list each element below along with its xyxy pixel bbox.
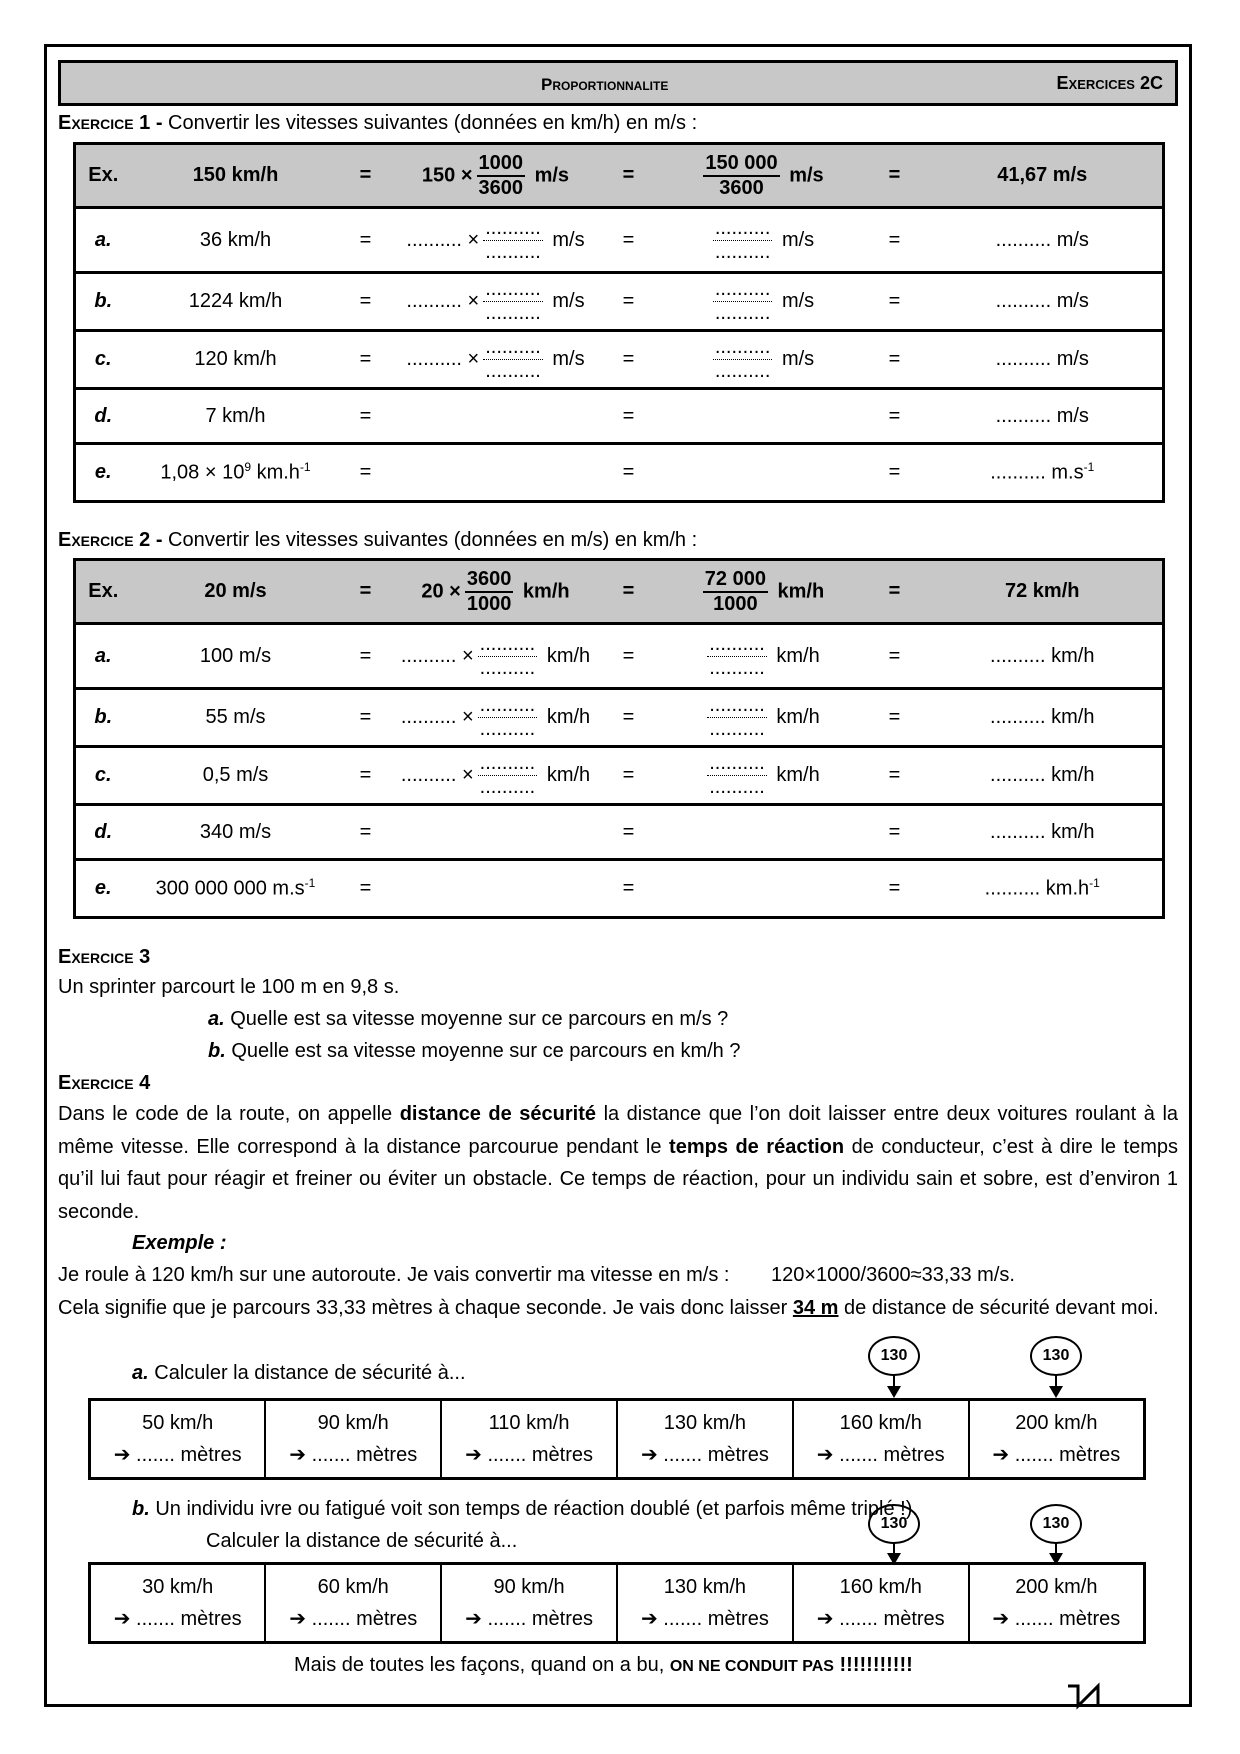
numerator: 1000 [477,153,526,177]
row-value: 7 km/h [131,389,341,444]
bold-distance: 34 m [792,1297,839,1319]
equals-sign: = [341,860,391,918]
ex1-heading [58,112,697,135]
ex3-statement: Un sprinter parcourt le 100 m en 9,8 s. [58,976,400,998]
ex3-question-a [208,1008,728,1031]
distance-cell[interactable] [90,1564,266,1643]
numerator: 72 000 [703,569,768,593]
equals-sign: = [601,144,657,208]
answer-step1[interactable] [391,805,601,860]
answer-step1[interactable] [391,208,601,273]
ex4-table-b [88,1562,1146,1644]
page-subtitle: Exercices 2C [1056,73,1163,93]
unit: km/h [546,763,591,786]
row-value: 340 m/s [131,805,341,860]
distance-cell[interactable] [617,1400,793,1479]
answer-blank: ➔ ....... mètres [113,1608,242,1630]
answer-step2[interactable] [657,747,867,805]
blank-fraction [483,279,543,324]
row-label: e. [75,860,131,918]
answer-step2[interactable] [657,208,867,273]
row-label: c. [75,331,131,389]
row-label: e. [75,444,131,502]
denominator: .......... [709,656,765,679]
unit: km/h [546,705,591,728]
calculation: 120×1000/3600≈33,33 m/s. [771,1264,1015,1286]
ex3-heading [58,946,150,969]
speed: 130 km/h [663,1576,747,1598]
numerator: 150 000 [703,153,779,177]
ex4-question-a [132,1362,466,1385]
multiplier: 20 × [421,579,461,602]
answer-step2[interactable] [657,273,867,331]
blank-fraction [483,337,543,382]
denominator: 1000 [713,592,758,615]
answer-blank: ➔ ....... mètres [816,1608,945,1630]
equals-sign: = [341,560,391,624]
unit: m/s [552,289,585,312]
unit: m/s [781,228,815,251]
ex2-row-e [75,860,1164,918]
blank-fraction [707,695,767,740]
numerator: .......... [709,632,765,655]
ex2-table [73,558,1165,919]
equals-sign: = [867,331,923,389]
answer-step1[interactable] [391,747,601,805]
equals-sign: = [601,689,657,747]
equals-sign: = [341,389,391,444]
answer-step2[interactable] [657,689,867,747]
denominator: .......... [709,776,765,798]
arrow-down-icon [887,1386,901,1398]
numerator: .......... [479,694,536,716]
fraction [703,569,768,615]
distance-cell[interactable] [441,1564,617,1643]
speed: 30 km/h [142,1576,214,1598]
ex1-row-b [75,273,1164,331]
answer-result[interactable]: .......... m/s [923,331,1164,389]
denominator: .......... [479,656,536,679]
unit: km/h [776,763,820,786]
equals-sign: = [601,805,657,860]
answer-blank: ➔ ....... mètres [465,1444,594,1466]
ex4-example-line2 [58,1292,1178,1325]
blank: .......... [406,289,462,312]
question-label: b. [208,1040,226,1062]
numerator: .......... [714,216,771,239]
value-text: 1,08 × 10 [160,461,245,484]
ex1-label: Exercice [58,112,134,134]
row-label: b. [75,273,131,331]
ex2-example-step2 [657,560,867,624]
corner-mark-icon [1064,1676,1124,1710]
page-title: Proportionnalite [541,75,669,94]
numerator: .......... [709,694,765,716]
row-label: a. [75,208,131,273]
answer-result[interactable] [923,860,1164,918]
arrow-down-icon [1049,1386,1063,1398]
ex1-row-d [75,389,1164,444]
answer-step1[interactable] [391,389,601,444]
numerator: 3600 [465,569,514,593]
text: Dans le code de la route, on appelle [58,1103,400,1125]
answer-result[interactable]: .......... km/h [923,747,1164,805]
distance-cell[interactable] [617,1564,793,1643]
denominator: .......... [714,360,771,382]
unit: m/s [534,163,570,186]
times-sign: × [461,763,474,786]
ex2-number: 2 - [139,529,163,551]
times-sign: × [467,228,480,251]
equals-sign: = [341,747,391,805]
distance-cell[interactable] [265,1400,441,1479]
answer-step1[interactable] [391,860,601,918]
row-value: 36 km/h [131,208,341,273]
equals-sign: = [601,444,657,502]
unit: km/h [777,579,825,602]
ex2-heading [58,529,697,552]
distance-cell[interactable] [441,1400,617,1479]
denominator: .......... [485,240,541,263]
denominator: .......... [479,776,536,798]
question-label: a. [132,1362,149,1384]
equals-sign: = [867,860,923,918]
equals-sign: = [341,331,391,389]
ex1-table [73,142,1165,503]
ex2-example-row [75,560,1164,624]
equals-sign: = [601,331,657,389]
equals-sign: = [867,805,923,860]
value-text: 300 000 000 m.s [155,877,305,900]
distance-cell[interactable] [969,1400,1145,1479]
blank: .......... [400,705,457,728]
answer-step1[interactable] [391,273,601,331]
equals-sign: = [341,273,391,331]
equals-sign: = [867,689,923,747]
value-unit: km.h [251,461,300,484]
ex1-row-c [75,331,1164,389]
answer-step2[interactable] [657,389,867,444]
question-text: Quelle est sa vitesse moyenne sur ce parcours en km/h ? [231,1040,741,1062]
equals-sign: = [601,208,657,273]
exponent: 9 [244,460,252,475]
answer-blank: ➔ ....... mètres [992,1444,1121,1466]
denominator: .......... [485,302,541,324]
blank-fraction [707,753,767,798]
denominator: 3600 [719,176,764,199]
exponent: -1 [304,876,316,891]
unit: m/s [781,289,815,312]
text: de conducteur, c’est à dire le temps qu’il lui faut pour réagir et freiner ou éviter un obstacle. Ce temps de réaction, pour un individu sain et sobre, est d’environ 1 seconde. [58,1135,1178,1223]
answer-blank: ➔ ....... mètres [289,1444,418,1466]
blank: .......... [406,347,462,370]
unit: m/s [552,228,585,251]
equals-sign: = [867,444,923,502]
equals-sign: = [341,444,391,502]
speed: 200 km/h [1015,1576,1098,1598]
answer-step2[interactable] [657,624,867,689]
ex1-example-label: Ex. [75,144,131,208]
ex2-example-result: 72 km/h [923,560,1164,624]
ex1-number: 1 - [139,112,163,134]
ex1-example-step2 [657,144,867,208]
answer-result[interactable]: .......... m/s [923,273,1164,331]
numerator: .......... [709,752,765,774]
denominator: 1000 [466,592,512,615]
answer-step2[interactable] [657,444,867,502]
answer-result[interactable] [923,444,1164,502]
denominator: .......... [479,718,536,740]
exclamations: !!!!!!!!!!! [833,1654,913,1676]
distance-cell[interactable] [90,1400,266,1479]
speed-limit-bubble: 130 [1030,1336,1082,1376]
blank-fraction [478,695,538,740]
ex4-example-title: Exemple : [132,1232,227,1254]
speed: 160 km/h [839,1412,922,1434]
equals-sign: = [867,624,923,689]
denominator: .......... [714,240,771,263]
answer-step2[interactable] [657,805,867,860]
answer-result[interactable]: .......... km/h [923,805,1164,860]
page-header [58,60,1178,106]
numerator: .......... [714,336,771,358]
speed: 90 km/h [493,1576,565,1598]
question-label: b. [132,1498,150,1520]
equals-sign: = [601,389,657,444]
row-value: 55 m/s [131,689,341,747]
ex4-paragraph [58,1098,1178,1228]
numerator: .......... [479,752,536,774]
ex1-instruction: Convertir les vitesses suivantes (données en km/h) en m/s : [168,112,698,134]
equals-sign: = [601,860,657,918]
ex3-number: 3 [139,946,151,968]
row-label: c. [75,747,131,805]
ex2-example-value: 20 m/s [131,560,341,624]
unit: km/h [776,705,820,728]
equals-sign: = [867,560,923,624]
equals-sign: = [341,208,391,273]
text: Cela signifie que je parcours 33,33 mètres à chaque seconde. Je vais donc laisser [58,1297,793,1319]
speed: 200 km/h [1015,1412,1098,1434]
text: Je roule à 120 km/h sur une autoroute. Je vais convertir ma vitesse en m/s : [58,1264,730,1286]
answer-blank: ➔ ....... mètres [640,1608,769,1630]
row-value: 1224 km/h [131,273,341,331]
answer-step1[interactable] [391,689,601,747]
times-sign: × [467,347,480,370]
row-value [131,860,341,918]
question-text: Quelle est sa vitesse moyenne sur ce parcours en m/s ? [230,1008,729,1030]
speed: 110 km/h [488,1412,570,1434]
speed: 90 km/h [317,1412,389,1434]
blank: .......... [400,644,457,667]
question-text: Calculer la distance de sécurité à... [154,1362,466,1384]
numerator: .......... [714,278,771,300]
answer-result[interactable]: .......... m/s [923,389,1164,444]
equals-sign: = [341,144,391,208]
speed-limit-bubble: 130 [868,1336,920,1376]
row-value: 120 km/h [131,331,341,389]
row-label: d. [75,805,131,860]
denominator: 3600 [478,176,524,199]
fraction [477,153,526,199]
result-text: .......... m.s [990,461,1084,484]
ex2-row-d [75,805,1164,860]
unit: m/s [789,163,824,186]
exponent: -1 [1089,876,1100,891]
ex2-instruction: Convertir les vitesses suivantes (données en m/s) en km/h : [168,529,698,551]
answer-result[interactable]: .......... km/h [923,689,1164,747]
ex2-example-label: Ex. [75,560,131,624]
text: la distance que l’on doit laisser entre deux voitures roulant à la même vitesse. Elle correspond à la distance parcourue pendant le [58,1103,1179,1158]
speed-limit-bubble: 130 [868,1504,920,1544]
times-sign: × [461,705,474,728]
ex1-row-e [75,444,1164,502]
denominator: .......... [709,718,765,740]
equals-sign: = [867,273,923,331]
ex1-example-row [75,144,1164,208]
ex3-label: Exercice [58,946,134,968]
numerator: .......... [485,336,541,358]
row-label: d. [75,389,131,444]
equals-sign: = [867,144,923,208]
unit: km/h [522,579,570,602]
denominator: .......... [714,302,771,324]
distance-cell[interactable] [265,1564,441,1643]
ex4-example-line1 [58,1264,1015,1287]
answer-blank: ➔ ....... mètres [289,1608,418,1630]
multiplier: 150 × [421,163,473,186]
ex4-question-b [132,1498,918,1521]
blank: .......... [406,228,462,251]
speed: 60 km/h [317,1576,389,1598]
ex4-label: Exercice [58,1072,134,1094]
speed: 50 km/h [142,1412,214,1434]
ex2-row-a [75,624,1164,689]
text: de distance de sécurité devant moi. [838,1297,1159,1319]
unit: m/s [781,347,815,370]
footer-message [294,1654,913,1677]
equals-sign: = [601,747,657,805]
bold-term: temps de réaction [669,1135,845,1158]
question-text: Un individu ivre ou fatigué voit son temps de réaction doublé (et parfois même triplé !). [155,1498,918,1520]
equals-sign: = [601,273,657,331]
answer-step2[interactable] [657,860,867,918]
row-label: a. [75,624,131,689]
blank: .......... [400,763,457,786]
text: Mais de toutes les façons, quand on a bu, [294,1654,670,1676]
unit: km/h [546,644,591,667]
answer-step1[interactable] [391,444,601,502]
bold-term: distance de sécurité [399,1103,597,1125]
row-value: 0,5 m/s [131,747,341,805]
speed: 130 km/h [663,1412,747,1434]
equals-sign: = [867,747,923,805]
blank-fraction [478,753,538,798]
blank-fraction [713,218,773,263]
times-sign: × [467,289,480,312]
bold-warning: ON NE CONDUIT PAS [669,1658,834,1675]
answer-blank: ➔ ....... mètres [465,1608,594,1630]
row-value [131,444,341,502]
answer-result[interactable]: .......... m/s [923,208,1164,273]
equals-sign: = [341,689,391,747]
ex2-label: Exercice [58,529,134,551]
result-text: .......... km.h [984,877,1090,900]
numerator: .......... [485,278,541,300]
answer-blank: ➔ ....... mètres [816,1444,945,1466]
equals-sign: = [867,208,923,273]
row-label: b. [75,689,131,747]
unit: km/h [776,644,820,667]
unit: m/s [552,347,585,370]
speed-limit-bubble: 130 [1030,1504,1082,1544]
fraction [703,153,779,199]
answer-blank: ➔ ....... mètres [640,1444,769,1466]
answer-step1[interactable] [391,624,601,689]
ex2-row-b [75,689,1164,747]
blank-fraction [707,634,767,679]
ex2-row-c [75,747,1164,805]
row-value: 100 m/s [131,624,341,689]
answer-blank: ➔ ....... mètres [992,1608,1121,1630]
ex2-example-step1 [391,560,601,624]
answer-step1[interactable] [391,331,601,389]
answer-blank: ➔ ....... mètres [113,1444,242,1466]
numerator: .......... [479,632,536,655]
ex1-example-result: 41,67 m/s [923,144,1164,208]
denominator: .......... [485,360,541,382]
blank-fraction [483,218,543,263]
ex1-row-a [75,208,1164,273]
equals-sign: = [601,560,657,624]
fraction [465,569,514,615]
blank-fraction [478,634,538,679]
ex1-example-step1 [391,144,601,208]
ex4-number: 4 [139,1072,151,1094]
speed: 160 km/h [839,1576,922,1598]
equals-sign: = [341,805,391,860]
distance-cell[interactable] [969,1564,1145,1643]
ex3-question-b [208,1040,740,1063]
ex4-question-b2: Calculer la distance de sécurité à... [206,1530,518,1552]
answer-result[interactable]: .......... km/h [923,624,1164,689]
blank-fraction [713,279,773,324]
equals-sign: = [601,624,657,689]
ex4-table-a [88,1398,1146,1480]
distance-cell[interactable] [793,1564,969,1643]
equals-sign: = [867,389,923,444]
question-label: a. [208,1008,225,1030]
equals-sign: = [341,624,391,689]
times-sign: × [461,644,474,667]
blank-fraction [713,337,773,382]
ex4-heading [58,1072,150,1095]
ex1-example-value: 150 km/h [131,144,341,208]
numerator: .......... [485,216,541,239]
distance-cell[interactable] [793,1400,969,1479]
exponent: -1 [1083,460,1095,475]
answer-step2[interactable] [657,331,867,389]
exponent: -1 [299,460,311,475]
